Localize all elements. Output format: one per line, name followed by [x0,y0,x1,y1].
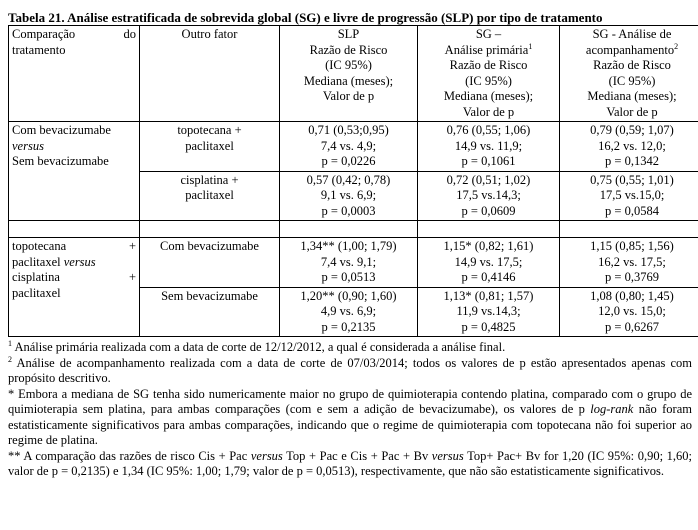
header-sg-primary [418,26,560,122]
header-sg-followup-line [563,43,698,59]
value-line: 17,5 vs.15,0; [599,188,665,202]
value-line: p = 0,4146 [461,270,516,284]
comparison-word: paclitaxel [12,254,61,269]
sg-followup-cell [560,238,698,288]
value-line: 14,9 vs. 11,9; [454,138,523,153]
footnote-text: Análise primária realizada com a data de corte de 12/12/2012, a qual é considerada a análise final. [14,340,506,354]
slp-cell [280,171,418,221]
value-line: 16,2 vs. 17,5; [598,254,666,269]
header-slp-line: Razão de Risco [309,42,388,57]
comparison-plus: + [128,239,136,253]
value-line: 7,4 vs. 4,9; [320,138,377,153]
value-line: p = 0,0609 [461,203,516,218]
sg-followup-cell [560,171,698,221]
value-line: p = 0,3769 [605,270,659,284]
factor-cell [140,122,280,172]
header-sg-primary-line: Razão de Risco [449,58,528,72]
slp-cell [280,238,418,288]
footnote-marker: 1 [8,338,12,348]
comparison-line [12,139,136,155]
value-line: p = 0,1061 [461,154,516,168]
value-line: 0,76 (0,55; 1,06) [446,123,531,137]
footnote-ref-1: 1 [528,41,533,51]
comparison-versus: versus [12,138,44,153]
footnote-italic: log-rank [590,402,634,416]
header-sg-followup [560,26,698,122]
value-line: p = 0,2135 [321,319,376,334]
footnote-double-star [8,449,692,480]
spacer-row [9,221,698,238]
header-sg-followup-line: SG - Análise de [592,27,672,41]
table-row [9,122,698,172]
factor-line: Com bevacizumabe [160,239,259,253]
value-line: 9,1 vs. 6,9; [320,188,377,202]
header-sg-followup-line: Razão de Risco [593,58,671,72]
footnote-text: * Embora a mediana de SG tenha sido numericamente maior no grupo de quimioterapia contendo platina, comparado com o grupo de quimioterapia sem platina, para ambas comparações (com e sem a adição de bevacizumabe), os valores de p [8,386,692,416]
comparison-line: Sem bevacizumabe [12,154,109,168]
value-line: 0,79 (0,59; 1,07) [590,123,674,137]
factor-line: paclitaxel [185,138,234,153]
comparison-line: Com bevacizumabe [12,123,111,137]
value-line: 0,72 (0,51; 1,02) [446,172,531,187]
factor-cell [140,171,280,221]
value-line: 1,13* (0,81; 1,57) [443,288,534,303]
header-sg-primary-line: SG – [475,27,502,41]
footnote-text: Top+ Pac+ Bv for 1,20 (IC 95%: 0,90; 1,60; valor de p = 0,2135) e 1,34 (IC 95%: 1,00; 1,79; valor de p = 0,0513), respectivamente, que não são estatisticamente significativos. [8,448,693,478]
header-slp-line: SLP [337,27,360,41]
header-slp-line: Valor de p [322,89,375,103]
header-sg-primary-line: Mediana (meses); [443,89,534,103]
value-line: 1,15* (0,82; 1,61) [443,239,534,253]
header-sg-followup-line: Valor de p [606,104,658,119]
table-row [9,238,698,288]
comparison-word: cisplatina [12,270,60,284]
results-table [8,25,698,337]
value-line: 0,57 (0,42; 0,78) [306,172,391,187]
header-slp [280,26,418,122]
spacer-cell [560,221,698,238]
value-line: 12,0 vs. 15,0; [598,304,666,318]
footnote-2 [8,356,692,387]
sg-primary-cell [418,287,560,337]
comparison-cell [9,122,140,221]
value-line: 0,75 (0,55; 1,01) [590,172,674,187]
value-line: 1,34** (1,00; 1,79) [300,239,397,253]
table-header-row [9,26,698,122]
value-line: 16,2 vs. 12,0; [598,138,666,153]
value-line: 11,9 vs.14,3; [456,304,521,318]
value-line: p = 0,0003 [321,203,376,218]
sg-primary-cell [418,171,560,221]
comparison-line [12,239,136,255]
footnote-italic: versus [431,448,464,463]
spacer-cell [140,221,280,238]
value-line: 4,9 vs. 6,9; [320,304,377,318]
comparison-versus: versus [63,254,96,269]
header-sg-primary-line: (IC 95%) [465,73,512,88]
comparison-plus: + [128,270,136,284]
header-sg-primary-line [421,43,556,59]
spacer-cell [280,221,418,238]
comparison-line [12,270,136,286]
comparison-word: topotecana [12,239,67,253]
value-line: 1,15 (0,85; 1,56) [590,239,674,253]
value-line: 14,9 vs. 17,5; [454,254,523,269]
footnote-text: Análise de acompanhamento realizada com a data de corte de 07/03/2014; todos os valores de p estão apresentados apenas com propósito descritivo. [8,355,692,385]
footnote-marker: 2 [8,354,12,364]
header-sg-primary-line: Valor de p [462,104,515,119]
value-line: 0,71 (0,53;0,95) [308,123,389,137]
factor-line: paclitaxel [185,188,234,202]
value-line: p = 0,6267 [605,319,659,334]
spacer-cell [418,221,560,238]
header-sg-primary-label: Análise primária [444,42,529,57]
value-line: p = 0,0584 [605,203,659,218]
header-comparison [9,26,140,122]
sg-primary-cell [418,238,560,288]
footnote-italic: versus [250,448,283,463]
table-title: Tabela 21. Análise estratificada de sobrevida global (SG) e livre de progressão (SLP) por tipo de tratamento [8,10,603,25]
value-line: 7,4 vs. 9,1; [320,254,377,269]
factor-line: topotecana + [177,123,242,137]
header-sg-followup-line: (IC 95%) [608,73,656,88]
footnote-text: não foram estatisticamente significativos para ambas comparações, indicando que o regime de quimioterapia com topotecana não foi superior ao regime de platina. [8,402,692,447]
footnote-1 [8,340,692,356]
comparison-cell [9,238,140,337]
sg-primary-cell [418,122,560,172]
table-footnotes [8,340,692,480]
value-line: 17,5 vs.14,3; [456,188,521,202]
slp-cell [280,122,418,172]
header-slp-line: Mediana (meses); [303,73,394,88]
factor-cell [140,287,280,337]
factor-cell [140,238,280,288]
footnote-text: Top + Pac e Cis + Pac + Bv [282,448,432,463]
value-line: 1,08 (0,80; 1,45) [590,288,674,303]
comparison-line [12,255,136,271]
value-line: p = 0,0226 [321,154,376,168]
value-line: p = 0,0513 [321,270,376,284]
sg-followup-cell [560,122,698,172]
footnote-text: ** A comparação das razões de risco Cis + Pac [8,448,251,463]
spacer-cell [9,221,140,238]
header-sg-followup-label: acompanhamento [585,42,675,57]
header-slp-line: (IC 95%) [325,58,372,72]
footnote-star [8,387,692,449]
factor-line: cisplatina + [180,172,239,187]
factor-line: Sem bevacizumabe [161,288,258,303]
footnote-ref-2: 2 [674,41,679,51]
value-line: p = 0,1342 [605,154,659,168]
value-line: p = 0,4825 [461,319,516,334]
header-other-factor: Outro fator [140,26,280,122]
header-comparison-text: Comparação do tratamento [12,27,136,57]
comparison-line: paclitaxel [12,285,61,300]
value-line: 1,20** (0,90; 1,60) [300,288,397,303]
header-sg-followup-line: Mediana (meses); [587,89,677,103]
slp-cell [280,287,418,337]
document-page [6,0,696,480]
sg-followup-cell [560,287,698,337]
